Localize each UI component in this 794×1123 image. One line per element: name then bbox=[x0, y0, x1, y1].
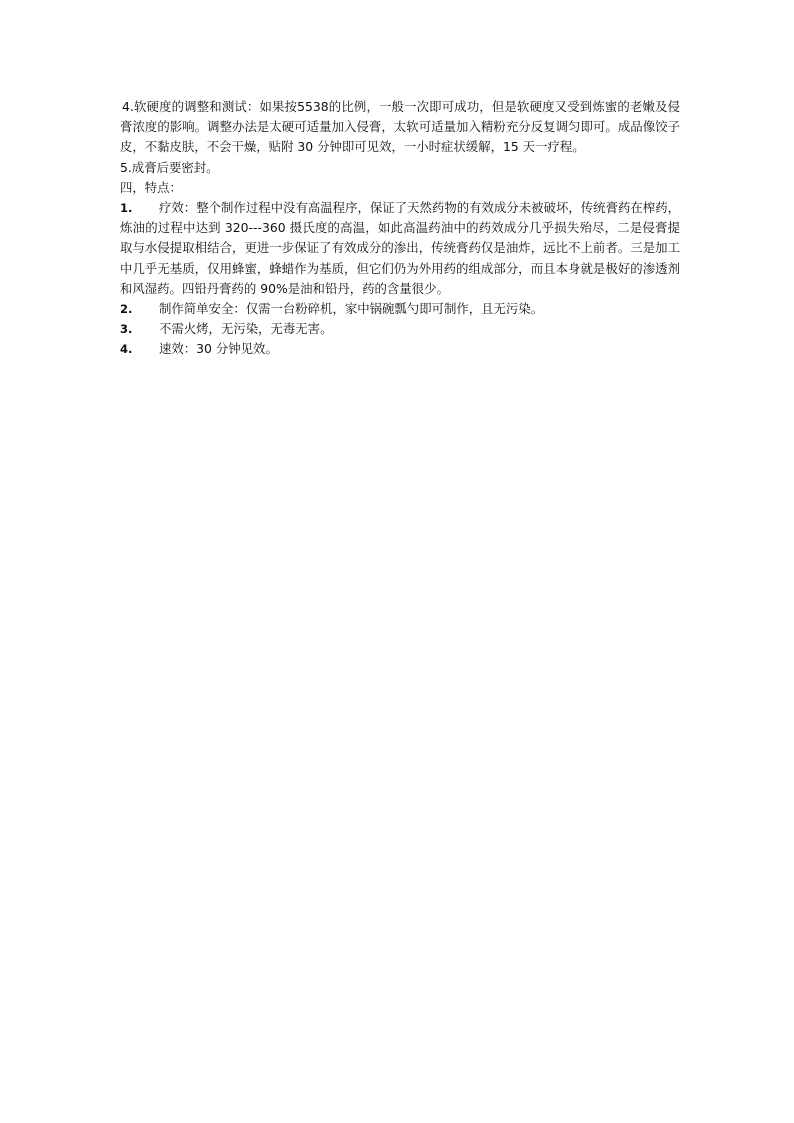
list-number: 2. bbox=[120, 302, 133, 317]
list-item bbox=[120, 339, 680, 359]
list-item bbox=[120, 299, 680, 319]
list-item-text: 疗效：整个制作过程中没有高温程序，保证了天然药物的有效成分未被破坏，传统膏药在榨药，炼油的过程中达到 320---360 摄氏度的高温，如此高温药油中的药效成分几乎损失殆尽，二是侵膏提取与水侵提取相结合，更进一步保证了有效成分的渗出，传统膏药仅是油炸，远比不上前者。三是加工中几乎无基质，仅用蜂蜜，蜂蜡作为基质，但它们仍为外用药的组成部分，而且本身就是极好的渗透剂和风湿药。四铅丹膏药的 90%是油和铅丹，药的含量很少。 bbox=[120, 200, 680, 296]
list-item-text: 制作简单安全：仅需一台粉碎机，家中锅碗瓢勺即可制作，且无污染。 bbox=[159, 301, 544, 317]
list-item-text: 不需火烤，无污染，无毒无害。 bbox=[159, 321, 333, 337]
list-item bbox=[120, 198, 680, 299]
list-item bbox=[120, 319, 680, 339]
paragraph-hardness-adjustment: 4.软硬度的调整和测试：如果按5538的比例，一般一次即可成功，但是软硬度又受到炼蜜的老嫩及侵膏浓度的影响。调整办法是太硬可适量加入侵膏，太软可适量加入精粉充分反复调匀即可。成品像饺子皮，不黏皮肤，不会干燥，贴附 30 分钟即可见效，一小时症状缓解，15 天一疗程。 bbox=[120, 99, 680, 155]
list-number: 4. bbox=[120, 342, 133, 357]
document-body bbox=[120, 97, 680, 360]
list-number: 3. bbox=[120, 322, 133, 337]
list-number: 1. bbox=[120, 201, 133, 216]
section-heading-features: 四，特点： bbox=[120, 179, 182, 195]
paragraph-sealing: 5.成膏后要密封。 bbox=[120, 159, 219, 175]
list-item-text: 速效：30 分钟见效。 bbox=[159, 341, 278, 357]
